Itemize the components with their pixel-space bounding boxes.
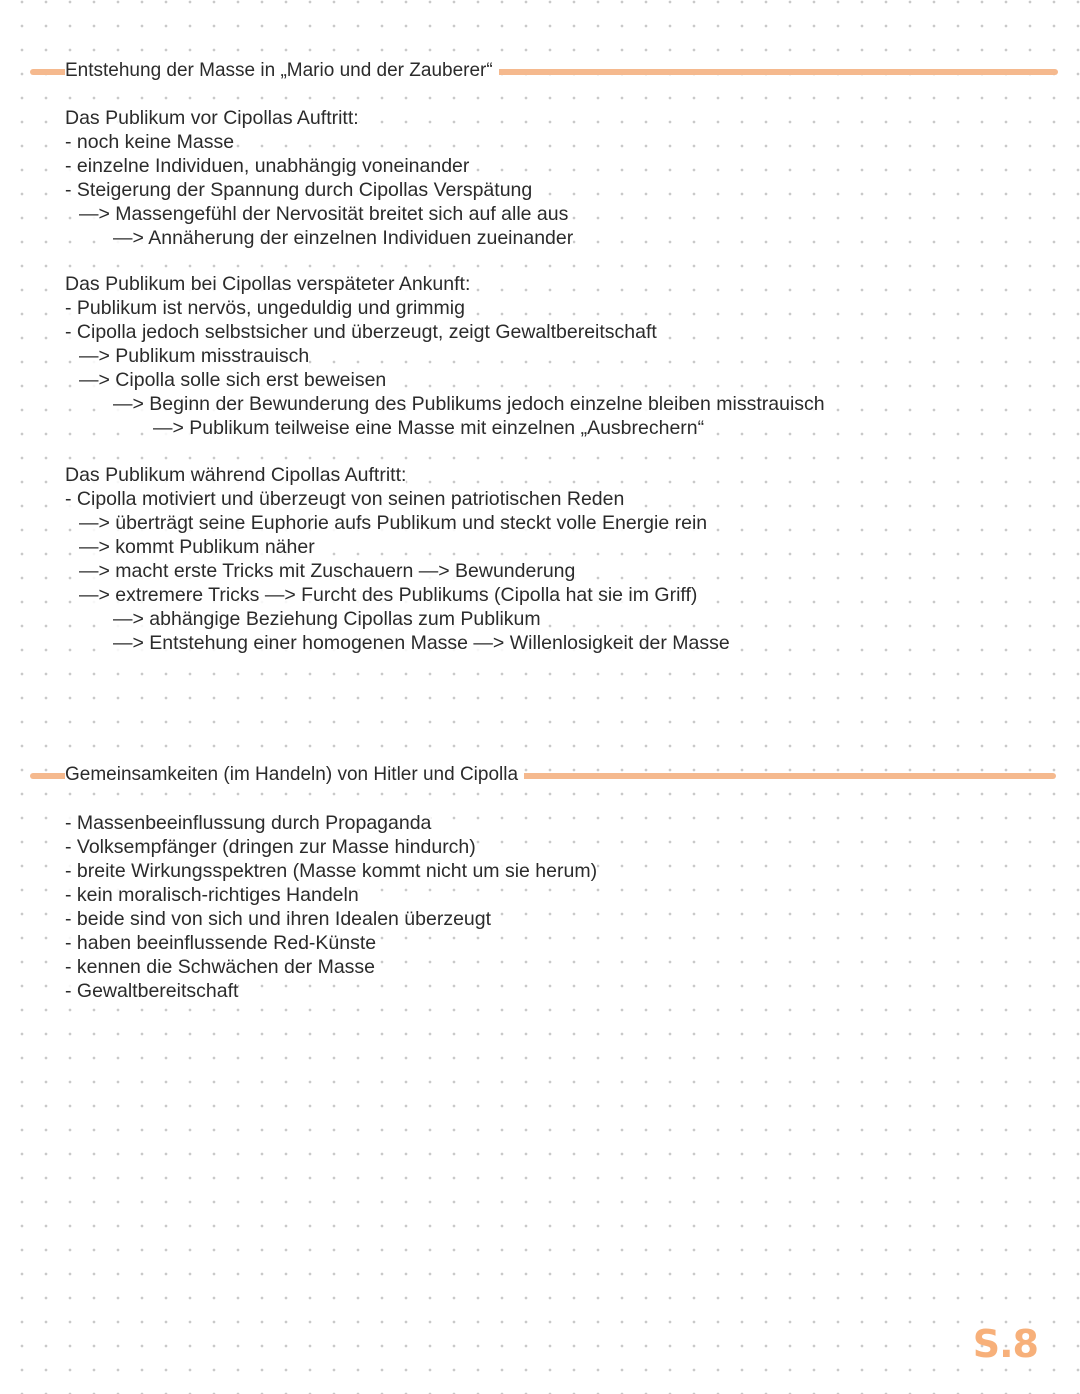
list-item: - haben beeinflussende Red-Künste [65, 932, 377, 954]
list-item: —> Beginn der Bewunderung des Publikums jedoch einzelne bleiben misstrauisch [113, 393, 825, 415]
section-1-title: Entstehung der Masse in „Mario und der Zauberer“ [65, 59, 499, 83]
list-item: - Cipolla jedoch selbstsicher und überzeugt, zeigt Gewaltbereitschaft [65, 321, 657, 343]
list-item: —> überträgt seine Euphorie aufs Publikum und steckt volle Energie rein [79, 512, 708, 534]
list-item: - einzelne Individuen, unabhängig voneinander [65, 155, 470, 177]
commonalities-list [65, 811, 1045, 1003]
list-item: —> abhängige Beziehung Cipollas zum Publikum [113, 608, 541, 630]
list-item: - Gewaltbereitschaft [65, 980, 239, 1002]
list-item: —> Annäherung der einzelnen Individuen zueinander [113, 227, 574, 249]
section-2-heading [0, 762, 1080, 792]
list-item: - beide sind von sich und ihren Idealen überzeugt [65, 908, 492, 930]
group-before-performance [65, 106, 1045, 250]
list-item: —> Entstehung einer homogenen Masse —> Willenlosigkeit der Masse [113, 632, 730, 654]
list-item: —> Cipolla solle sich erst beweisen [79, 369, 387, 391]
page-number: S.8 [972, 1322, 1038, 1366]
group-heading: Das Publikum vor Cipollas Auftritt: [65, 107, 359, 129]
group-during-performance [65, 463, 1045, 655]
group-heading: Das Publikum während Cipollas Auftritt: [65, 464, 407, 486]
list-item: —> Publikum misstrauisch [79, 345, 310, 367]
group-heading: Das Publikum bei Cipollas verspäteter Ankunft: [65, 273, 471, 295]
list-item: —> macht erste Tricks mit Zuschauern —> Bewunderung [79, 560, 576, 582]
group-late-arrival [65, 272, 1045, 440]
section-2-title: Gemeinsamkeiten (im Handeln) von Hitler und Cipolla [65, 763, 524, 787]
list-item: —> Massengefühl der Nervosität breitet sich auf alle aus [79, 203, 569, 225]
list-item: —> Publikum teilweise eine Masse mit einzelnen „Ausbrechern“ [153, 417, 705, 439]
list-item: - Massenbeeinflussung durch Propaganda [65, 812, 432, 834]
section-1-heading [0, 58, 1080, 88]
list-item: - kennen die Schwächen der Masse [65, 956, 376, 978]
list-item: —> kommt Publikum näher [79, 536, 315, 558]
list-item: - Cipolla motiviert und überzeugt von seinen patriotischen Reden [65, 488, 625, 510]
list-item: - Steigerung der Spannung durch Cipollas Verspätung [65, 179, 533, 201]
list-item: —> extremere Tricks —> Furcht des Publikums (Cipolla hat sie im Griff) [79, 584, 698, 606]
list-item: - kein moralisch-richtiges Handeln [65, 884, 359, 906]
list-item: - Volksempfänger (dringen zur Masse hindurch) [65, 836, 476, 858]
list-item: - Publikum ist nervös, ungeduldig und grimmig [65, 297, 465, 319]
list-item: - noch keine Masse [65, 131, 235, 153]
list-item: - breite Wirkungsspektren (Masse kommt nicht um sie herum) [65, 860, 598, 882]
